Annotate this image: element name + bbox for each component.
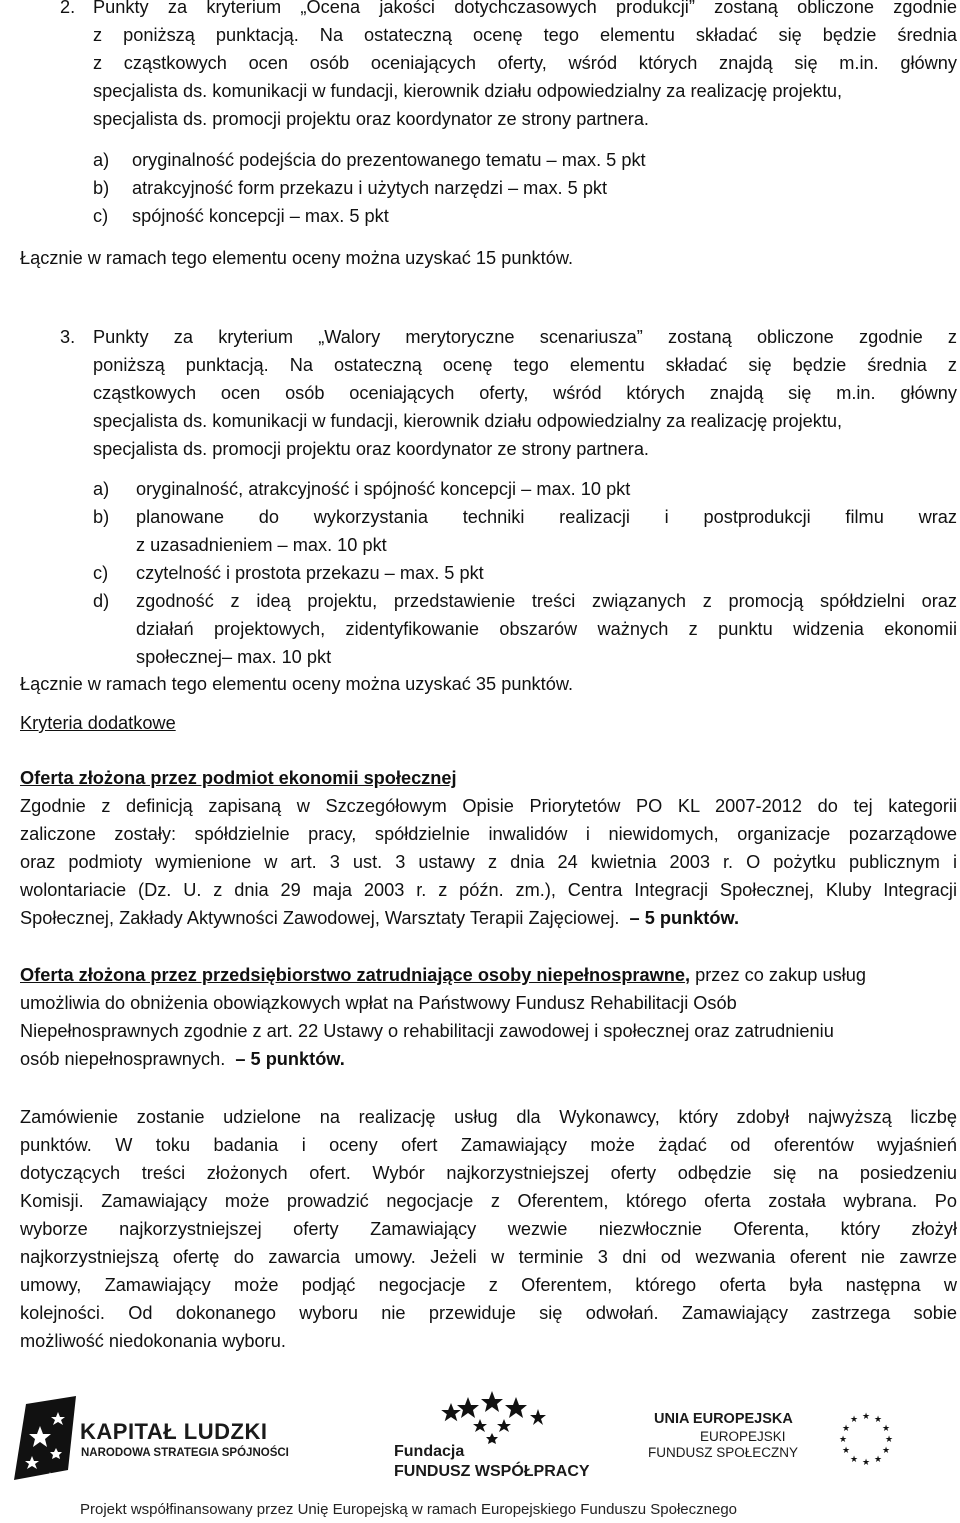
list-item-text: planowane do wykorzystania techniki realizacji i postprodukcji filmu wraz [136, 507, 957, 527]
social-economy-line: oraz podmioty wymienione w art. 3 ust. 3 ustawy z dnia 24 kwietnia 2003 r. O pożytku publicznym i [20, 852, 957, 872]
closing-line: możliwość niedokonania wyboru. [20, 1331, 286, 1351]
svg-text:★: ★ [873, 1455, 883, 1465]
list-item-marker: c) [93, 206, 109, 226]
section-3-line: specjalista ds. promocji projektu oraz koordynator ze strony partnera. [93, 439, 649, 459]
svg-text:★: ★ [881, 1424, 891, 1434]
kapital-ludzki-emblem-icon [6, 1390, 86, 1490]
list-item-marker: c) [93, 563, 109, 583]
disabled-employer-last-line: osób niepełnosprawnych. [20, 1049, 226, 1069]
eu-logo [640, 1385, 960, 1495]
fundacja-line1: Fundacja [394, 1443, 465, 1460]
social-economy-line: wolontariacie (Dz. U. z dnia 29 maja 2003 r. z późn. zm.), Centra Integracji Społecznej, Kluby Integracji [20, 880, 957, 900]
section-3-number: 3. [60, 327, 76, 347]
section-3-line: Punkty za kryterium „Walory merytoryczne scenariusza” zostaną obliczone zgodnie z [93, 327, 957, 347]
social-economy-last-line: Społecznej, Zakłady Aktywności Zawodowej, Warsztaty Terapii Zajęciowej. [20, 908, 620, 928]
closing-line: wyborze najkorzystniejszej oferty Zamawiający wezwie niezwłocznie Oferenta, który złożył [20, 1219, 957, 1239]
fundacja-logo [390, 1385, 590, 1495]
fundacja-line2: FUNDUSZ WSPÓŁPRACY [394, 1463, 590, 1480]
disabled-employer-heading-rest: przez co zakup usług [690, 965, 866, 985]
kapital-ludzki-subtitle: NARODOWA STRATEGIA SPÓJNOŚCI [81, 1447, 289, 1459]
list-item-marker: a) [93, 150, 110, 170]
section-2-number: 2. [60, 0, 76, 17]
svg-text:★: ★ [881, 1446, 891, 1456]
section-2-line: specjalista ds. promocji projektu oraz koordynator ze strony partnera. [93, 109, 649, 129]
closing-line: dotyczących treści złożonych ofert. Wybór najkorzystniejszej oferty odbędzie się na posiedzeniu [20, 1163, 957, 1183]
svg-text:★: ★ [849, 1455, 859, 1465]
list-item-text: działań projektowych, zidentyfikowanie obszarów ważnych z punktu widzenia ekonomii [136, 619, 957, 639]
svg-text:★: ★ [838, 1435, 848, 1445]
section-2-total: Łącznie w ramach tego elementu oceny można uzyskać 15 punktów. [20, 248, 574, 268]
list-item-marker: a) [93, 479, 110, 499]
kapital-ludzki-logo [0, 1385, 289, 1495]
list-item-marker: b) [93, 178, 110, 198]
social-economy-line: zaliczone zostały: spółdzielnie pracy, spółdzielnie inwalidów i niewidomych, organizacje pozarządowe [20, 824, 957, 844]
disabled-employer-line: umożliwia do obniżenia obowiązkowych wpłat na Państwowy Fundusz Rehabilitacji Osób [20, 993, 737, 1013]
section-2-line: z cząstkowych ocen osób oceniających oferty, wśród których znajdą się m.in. główny [93, 53, 957, 73]
disabled-employer-points: – 5 punktów. [235, 1049, 345, 1069]
section-2-line: specjalista ds. komunikacji w fundacji, kierownik działu odpowiedzialny za realizację projektu, [93, 81, 843, 101]
section-2-line: Punkty za kryterium „Ocena jakości dotychczasowych produkcji” zostaną obliczone zgodnie [93, 0, 957, 17]
closing-line: umowy, Zamawiający może podjąć negocjacje z Oferentem, którego oferta była następna w [20, 1275, 957, 1295]
eu-line3: FUNDUSZ SPOŁECZNY [648, 1445, 799, 1460]
list-item-text: zgodność z ideą projektu, przedstawienie treści związanych z promocją spółdzielni oraz [136, 591, 957, 611]
svg-text:★: ★ [849, 1415, 859, 1425]
list-item-text: oryginalność podejścia do prezentowanego tematu – max. 5 pkt [132, 150, 646, 170]
svg-text:★: ★ [873, 1415, 883, 1425]
footer-text: Projekt współfinansowany przez Unię Europejską w ramach Europejskiego Funduszu Społecznego [80, 1501, 738, 1518]
logo-bar [0, 1385, 960, 1495]
svg-text:★: ★ [861, 1412, 871, 1422]
list-item-text: społecznej– max. 10 pkt [136, 647, 332, 667]
closing-line: kolejności. Od dokonanego wyboru nie przewiduje się odwołań. Zamawiający zastrzega sobie [20, 1303, 957, 1323]
eu-line2: EUROPEJSKI [700, 1429, 786, 1444]
eu-flag-icon [826, 1409, 906, 1469]
disabled-employer-heading-line [20, 961, 866, 989]
closing-line: punktów. W toku badania i oceny ofert Zamawiający może żądać od oferentów wyjaśnień [20, 1135, 957, 1155]
svg-text:★: ★ [841, 1446, 851, 1456]
list-item-text: spójność koncepcji – max. 5 pkt [132, 206, 389, 226]
section-3-line: cząstkowych ocen osób oceniających oferty, wśród których znajdą się m.in. główny [93, 383, 957, 403]
kapital-ludzki-title: KAPITAŁ LUDZKI [80, 1419, 268, 1444]
social-economy-heading: Oferta złożona przez podmiot ekonomii społecznej [20, 768, 457, 788]
closing-line: Zamówienie zostanie udzielone na realizację usług dla Wykonawcy, który zdobył najwyższą liczbę [20, 1107, 957, 1127]
section-3-total: Łącznie w ramach tego elementu oceny można uzyskać 35 punktów. [20, 674, 574, 694]
list-item-marker: b) [93, 507, 110, 527]
disabled-employer-line [20, 1045, 345, 1073]
eu-line1: UNIA EUROPEJSKA [654, 1411, 793, 1427]
extra-criteria-heading: Kryteria dodatkowe [20, 713, 176, 733]
social-economy-points: – 5 punktów. [629, 908, 740, 928]
social-economy-line [20, 904, 739, 932]
section-3-line: poniższą punktacją. Na ostateczną ocenę tego elementu składać się będzie średnia z [93, 355, 957, 375]
list-item-text: z uzasadnieniem – max. 10 pkt [136, 535, 387, 555]
svg-text:★: ★ [884, 1435, 894, 1445]
fundacja-emblem-icon [438, 1389, 558, 1449]
closing-line: najkorzystniejszą ofertę do zawarcia umowy. Jeżeli w terminie 3 dni od wezwania oferent nie zawrze [20, 1247, 957, 1267]
svg-text:★: ★ [841, 1424, 851, 1434]
section-3-line: specjalista ds. komunikacji w fundacji, kierownik działu odpowiedzialny za realizację projektu, [93, 411, 843, 431]
social-economy-line: Zgodnie z definicją zapisaną w Szczegółowym Opisie Priorytetów PO KL 2007-2012 do tej kategorii [20, 796, 957, 816]
disabled-employer-heading: Oferta złożona przez przedsiębiorstwo zatrudniające osoby niepełnosprawne, [20, 965, 691, 985]
section-2-line: z poniższą punktacją. Na ostateczną ocenę tego elementu składać się będzie średnia [93, 25, 957, 45]
list-item-text: oryginalność, atrakcyjność i spójność koncepcji – max. 10 pkt [136, 479, 631, 499]
svg-text:★: ★ [861, 1458, 871, 1468]
closing-line: Komisji. Zamawiający może prowadzić negocjacje z Oferentem, którego oferta została wybrana. Po [20, 1191, 957, 1211]
list-item-marker: d) [93, 591, 110, 611]
list-item-text: czytelność i prostota przekazu – max. 5 pkt [136, 563, 484, 583]
disabled-employer-line: Niepełnosprawnych zgodnie z art. 22 Ustawy o rehabilitacji zawodowej i społecznej oraz zatrudnieniu [20, 1021, 834, 1041]
list-item-text: atrakcyjność form przekazu i użytych narzędzi – max. 5 pkt [132, 178, 608, 198]
